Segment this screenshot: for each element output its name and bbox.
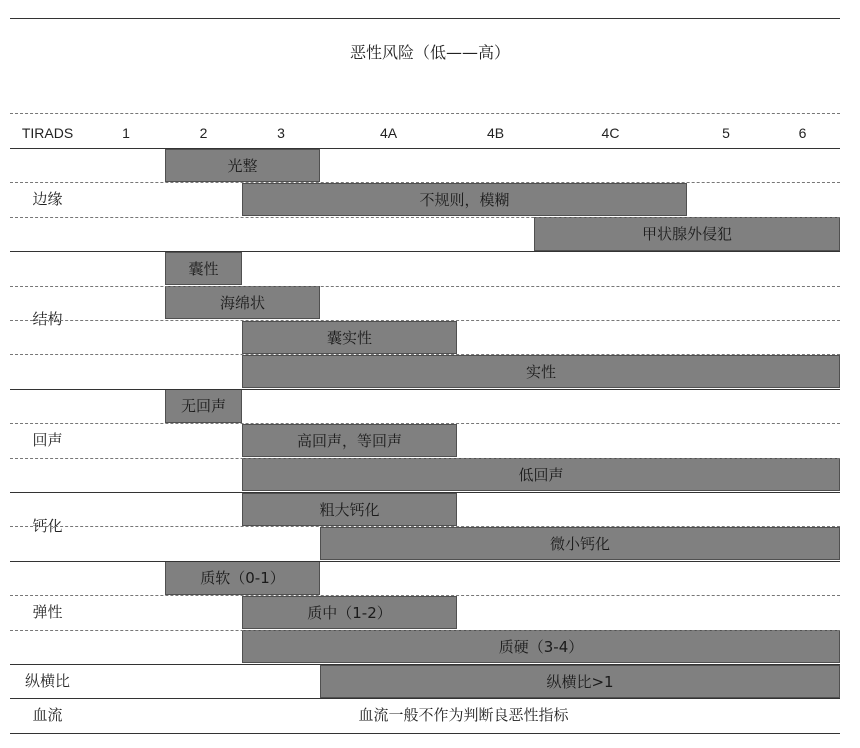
- group-label: 弹性: [32, 602, 63, 621]
- row-divider: [10, 286, 840, 287]
- tirads-header-label: TIRADS: [21, 125, 74, 141]
- rule-line: [10, 733, 840, 734]
- risk-bar: 质软（0-1）: [165, 561, 320, 594]
- group-label: 结构: [32, 310, 63, 329]
- tirads-category-4a: 4A: [379, 125, 398, 141]
- risk-bar: 囊实性: [242, 321, 457, 354]
- risk-bar: 低回声: [242, 458, 840, 491]
- tirads-category-1: 1: [122, 125, 130, 141]
- rule-line: [10, 664, 840, 665]
- row-divider: [10, 630, 840, 631]
- tirads-category-2: 2: [199, 125, 208, 141]
- risk-bar: 囊性: [165, 252, 242, 285]
- risk-bar: 微小钙化: [320, 527, 840, 560]
- risk-bar: 质硬（3-4）: [242, 630, 840, 663]
- group-note: 血流一般不作为判断良恶性指标: [358, 706, 569, 725]
- risk-bar: 高回声，等回声: [242, 424, 457, 457]
- tirads-category-4b: 4B: [486, 125, 505, 141]
- risk-bar: 实性: [242, 355, 840, 388]
- row-divider: [10, 320, 840, 321]
- row-divider: [10, 354, 840, 355]
- group-label: 边缘: [32, 190, 63, 208]
- row-divider: [10, 113, 840, 114]
- row-divider: [10, 595, 840, 596]
- tirads-category-5: 5: [722, 125, 730, 141]
- rule-line: [10, 148, 840, 149]
- group-label: 回声: [32, 430, 63, 449]
- tirads-category-6: 6: [798, 125, 807, 141]
- group-label: 纵横比: [24, 672, 70, 690]
- rule-line: [10, 251, 840, 252]
- rule-line: [10, 492, 840, 493]
- risk-bar: 甲状腺外侵犯: [534, 217, 840, 250]
- risk-bar: 质中（1-2）: [242, 596, 457, 629]
- rule-line: [10, 561, 840, 562]
- row-divider: [10, 458, 840, 459]
- rule-line: [10, 389, 840, 390]
- rule-line: [10, 18, 840, 19]
- risk-bar: 不规则，模糊: [242, 183, 687, 216]
- tirads-category-4c: 4C: [601, 125, 620, 141]
- risk-bar: 海绵状: [165, 286, 320, 319]
- group-label: 血流: [32, 706, 63, 725]
- chart-title: 恶性风险（低——高）: [349, 43, 510, 62]
- row-divider: [10, 217, 840, 218]
- risk-bar: 粗大钙化: [242, 493, 457, 526]
- risk-bar: 光整: [165, 149, 320, 182]
- risk-bar: 无回声: [165, 389, 242, 422]
- risk-bar: 纵横比>1: [320, 665, 840, 698]
- rule-line: [10, 698, 840, 699]
- row-divider: [10, 526, 840, 527]
- group-label: 钙化: [32, 517, 63, 535]
- tirads-category-3: 3: [277, 125, 285, 141]
- row-divider: [10, 423, 840, 424]
- row-divider: [10, 182, 840, 183]
